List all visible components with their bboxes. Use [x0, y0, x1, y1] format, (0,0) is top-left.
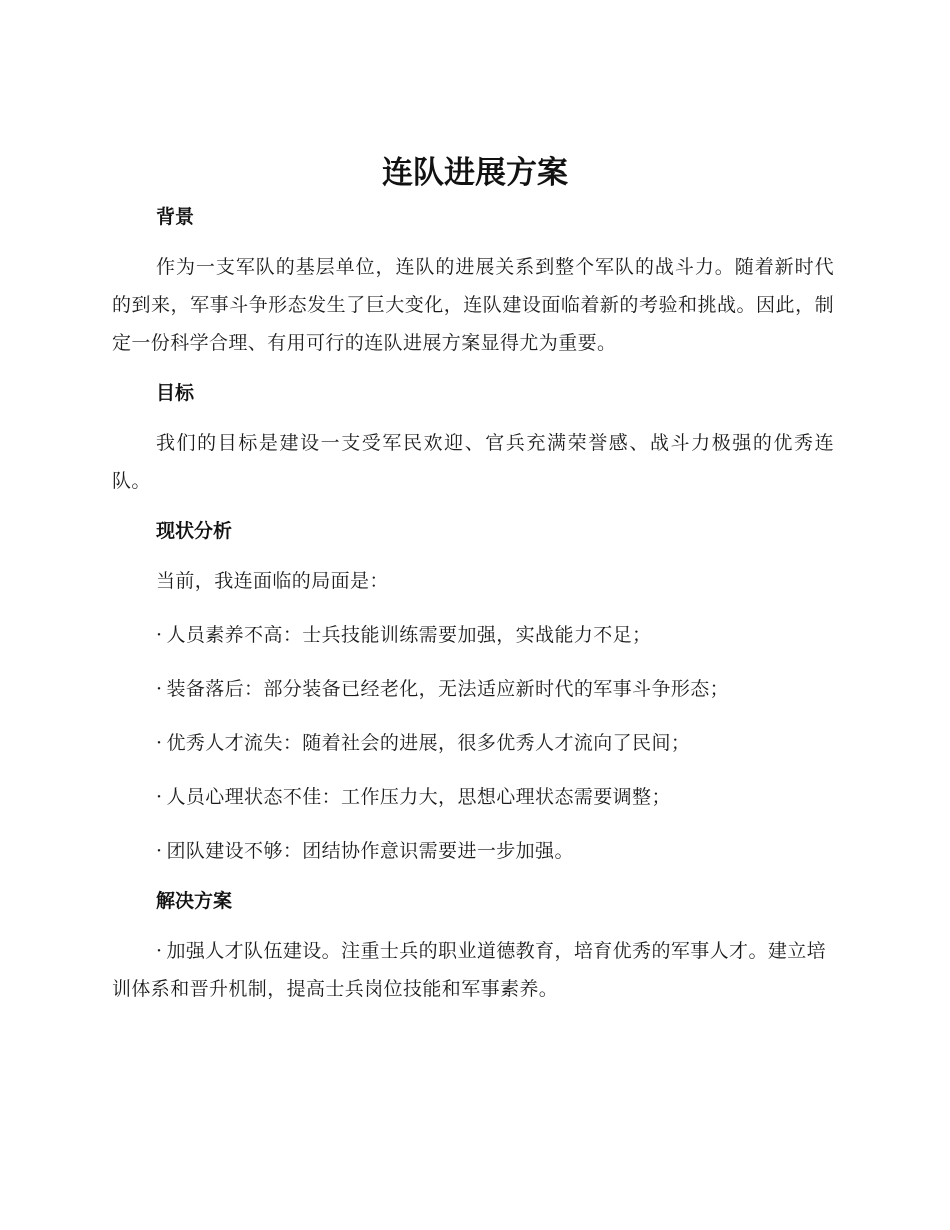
bullet-dot: ·: [156, 840, 163, 862]
bullet-dot: ·: [156, 624, 163, 646]
bullet-dot: ·: [156, 678, 163, 700]
bullet-text: 优秀人才流失：随着社会的进展，很多优秀人才流向了民间；: [166, 732, 691, 754]
bullet-dot: ·: [156, 732, 163, 754]
goal-paragraph: 我们的目标是建设一支受军民欢迎、官兵充满荣誉感、战斗力极强的优秀连队。: [112, 432, 834, 492]
document-body: [112, 202, 834, 1008]
solution-bullet-1: [112, 932, 834, 1008]
bullet-text: 团队建设不够：团结协作意识需要进一步加强。: [166, 840, 574, 862]
analysis-bullet-3: [112, 724, 834, 762]
section-heading-background: 背景: [156, 206, 195, 228]
analysis-bullet-1: [112, 616, 834, 654]
bullet-text: 人员素养不高：士兵技能训练需要加强，实战能力不足；: [166, 624, 652, 646]
bullet-text: 装备落后：部分装备已经老化，无法适应新时代的军事斗争形态；: [166, 678, 730, 700]
background-paragraph: 作为一支军队的基层单位，连队的进展关系到整个军队的战斗力。随着新时代的到来，军事斗争形态发生了巨大变化，连队建设面临着新的考验和挑战。因此，制定一份科学合理、有用可行的连队进展方案显得尤为重要。: [112, 256, 834, 354]
bullet-dot: ·: [156, 786, 163, 808]
bullet-dot: ·: [156, 940, 163, 962]
section-heading-goal: 目标: [156, 382, 195, 404]
analysis-bullet-2: [112, 670, 834, 708]
document-title: 连队进展方案: [382, 155, 568, 191]
analysis-bullet-4: [112, 778, 834, 816]
section-heading-solution: 解决方案: [156, 890, 233, 912]
bullet-text: 加强人才队伍建设。注重士兵的职业道德教育，培育优秀的军事人才。建立培训体系和晋升机制，提高士兵岗位技能和军事素养。: [112, 940, 827, 1000]
section-heading-analysis: 现状分析: [156, 520, 233, 542]
bullet-text: 人员心理状态不佳：工作压力大，思想心理状态需要调整；: [166, 786, 671, 808]
analysis-bullet-5: [112, 832, 834, 870]
analysis-intro: 当前，我连面临的局面是：: [156, 570, 389, 592]
